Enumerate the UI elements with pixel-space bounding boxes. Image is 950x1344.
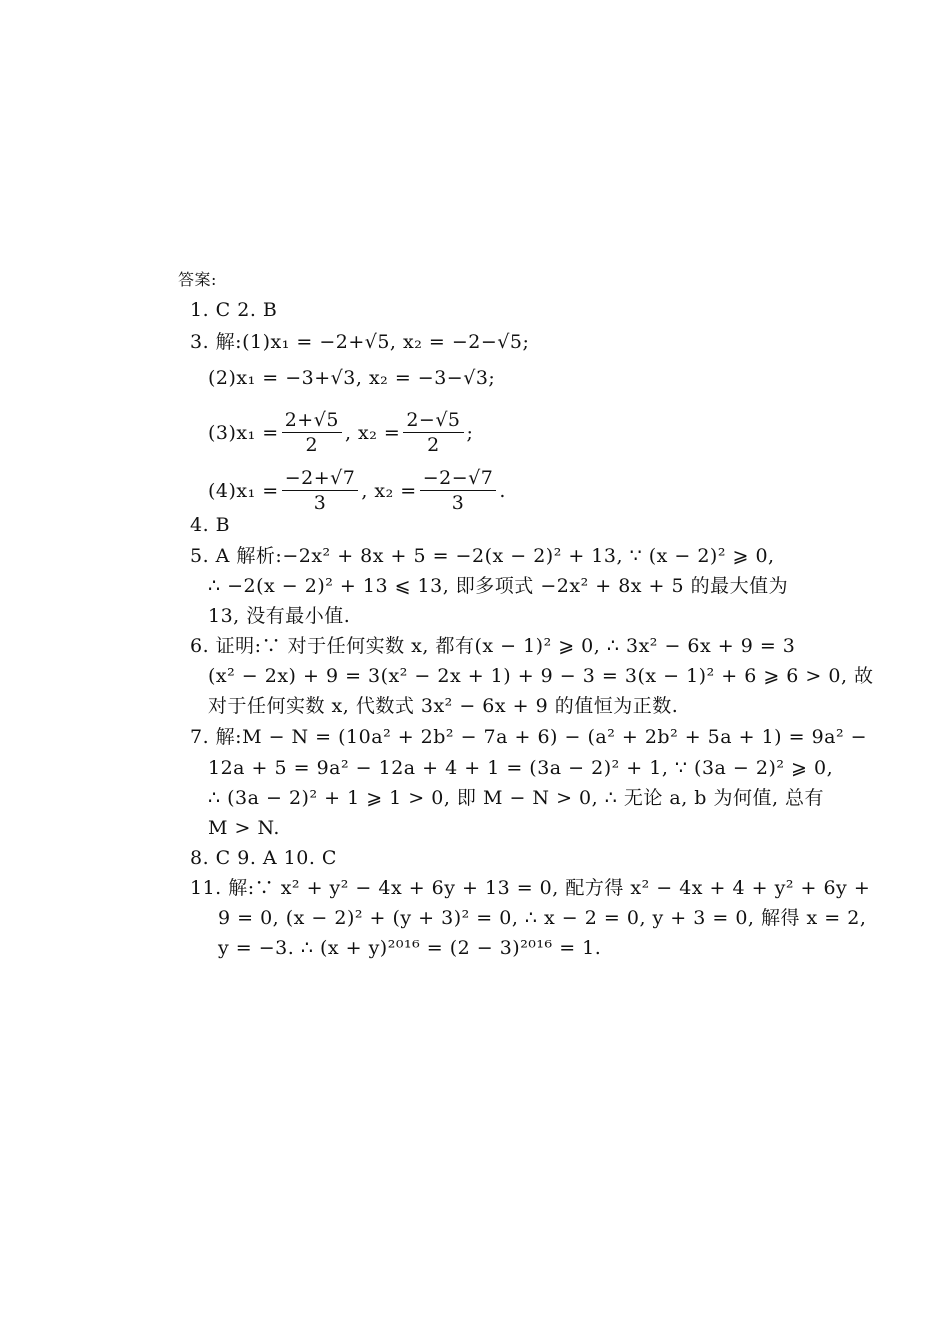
answer-3-part-4-end: . <box>499 479 506 502</box>
answer-3-part-3-prefix: (3)x₁ = <box>208 421 279 444</box>
fraction <box>420 466 497 515</box>
answer-3-part-3-end: ; <box>466 421 474 444</box>
fraction-denominator: 2 <box>427 434 440 456</box>
answer-7-line-3: ∴ (3a − 2)² + 1 ⩾ 1 > 0, 即 M − N > 0, ∴ 无论 a, b 为何值, 总有 <box>208 787 825 809</box>
answer-11-line-3: y = −3. ∴ (x + y)²⁰¹⁶ = (2 − 3)²⁰¹⁶ = 1. <box>218 937 602 959</box>
answer-7-line-4: M > N. <box>208 817 280 839</box>
fraction-numerator: −2+√7 <box>282 466 359 491</box>
answer-7-line-2: 12a + 5 = 9a² − 12a + 4 + 1 = (3a − 2)² + 1, ∵ (3a − 2)² ⩾ 0, <box>208 757 834 779</box>
answer-7-line-1: 7. 解:M − N = (10a² + 2b² − 7a + 6) − (a² + 2b² + 5a + 1) = 9a² − <box>190 726 868 748</box>
answer-11-line-1: 11. 解:∵ x² + y² − 4x + 6y + 13 = 0, 配方得 x² − 4x + 4 + y² + 6y + <box>190 877 871 899</box>
fraction-denominator: 3 <box>313 492 327 514</box>
answers-title: 答案: <box>178 270 217 289</box>
answer-6-line-3: 对于任何实数 x, 代数式 3x² − 6x + 9 的值恒为正数. <box>208 695 679 717</box>
answer-3-part-3 <box>208 408 473 457</box>
answer-3-part-3-mid: , x₂ = <box>344 421 401 444</box>
fraction-denominator: 3 <box>451 492 465 514</box>
answer-5-line-1: 5. A 解析:−2x² + 8x + 5 = −2(x − 2)² + 13, ∵ (x − 2)² ⩾ 0, <box>190 545 775 567</box>
answer-5-line-3: 13, 没有最小值. <box>208 605 351 627</box>
answer-11-line-2: 9 = 0, (x − 2)² + (y + 3)² = 0, ∴ x − 2 = 0, y + 3 = 0, 解得 x = 2, <box>218 907 867 929</box>
answer-4: 4. B <box>190 514 231 536</box>
fraction-denominator: 2 <box>305 434 319 456</box>
fraction <box>282 408 342 457</box>
answer-3-part-4-prefix: (4)x₁ = <box>208 479 279 502</box>
fraction <box>282 466 359 515</box>
fraction-numerator: 2+√5 <box>282 408 342 433</box>
answer-6-line-1: 6. 证明:∵ 对于任何实数 x, 都有(x − 1)² ⩾ 0, ∴ 3x² − 6x + 9 = 3 <box>190 635 796 657</box>
answer-6-line-2: (x² − 2x) + 9 = 3(x² − 2x + 1) + 9 − 3 = 3(x − 1)² + 6 ⩾ 6 > 0, 故 <box>208 665 874 687</box>
answer-3-part-2: (2)x₁ = −3+√3, x₂ = −3−√3; <box>208 367 496 389</box>
fraction-numerator: −2−√7 <box>420 466 497 491</box>
answer-8-10: 8. C 9. A 10. C <box>190 847 337 869</box>
answer-1-2: 1. C 2. B <box>190 299 278 321</box>
answer-3-part-1: 3. 解:(1)x₁ = −2+√5, x₂ = −2−√5; <box>190 331 530 353</box>
answer-3-part-4 <box>208 466 506 515</box>
answer-3-part-4-mid: , x₂ = <box>361 479 417 502</box>
fraction-numerator: 2−√5 <box>403 408 463 433</box>
fraction <box>403 408 463 457</box>
answer-5-line-2: ∴ −2(x − 2)² + 13 ⩽ 13, 即多项式 −2x² + 8x + 5 的最大值为 <box>208 575 789 597</box>
